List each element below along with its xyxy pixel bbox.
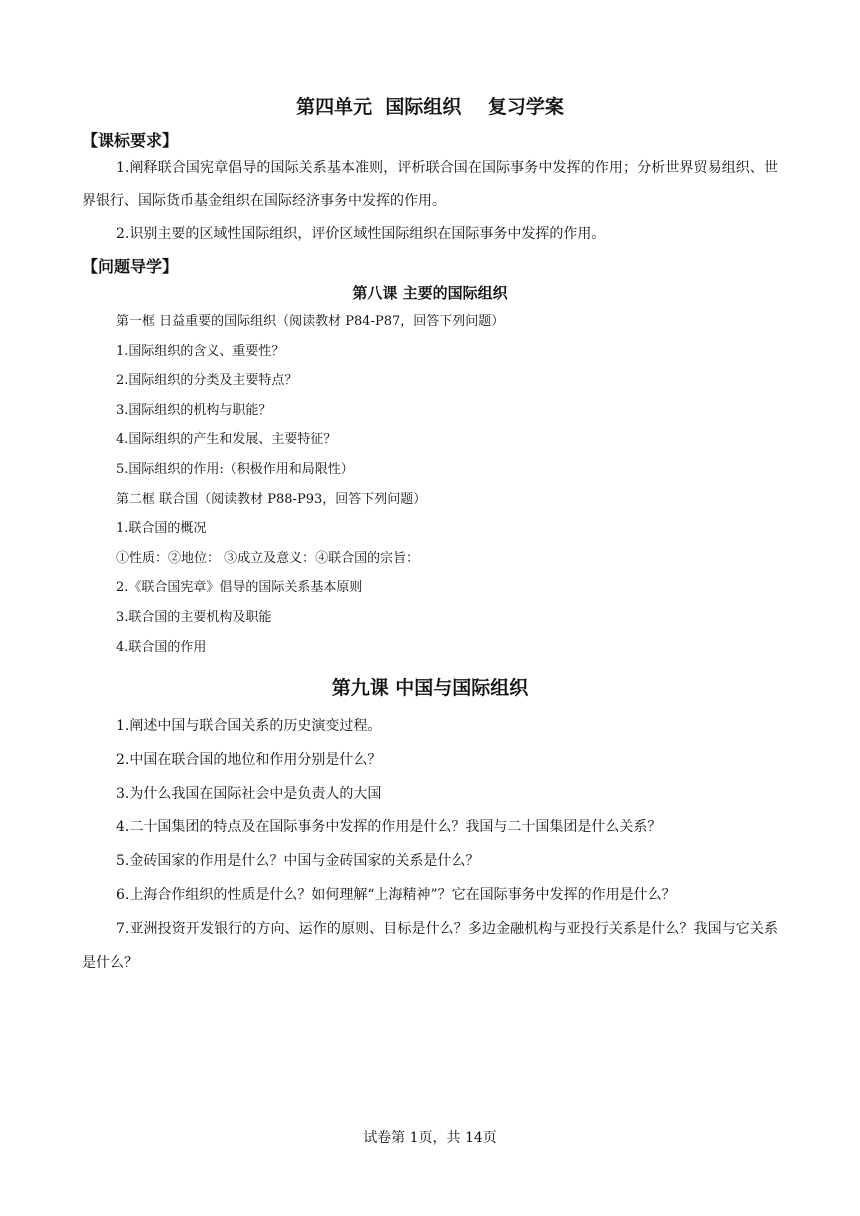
lesson-9-list [82,710,778,980]
list-item: 5.国际组织的作用:（积极作用和局限性） [116,461,354,477]
list-item: 6.上海合作组织的性质是什么？如何理解“上海精神”？它在国际事务中发挥的作用是什么？ [116,886,676,903]
list-item: 第一框 日益重要的国际组织（阅读教材 P84-P87，回答下列问题） [116,314,505,329]
curriculum-item-2: 2.识别主要的区域性国际组织，评价区域性国际组织在国际事务中发挥的作用。 [116,226,606,242]
list-item: 1.阐述中国与联合国关系的历史演变过程。 [116,718,382,734]
lesson-8-list [116,307,504,662]
guide-heading: 【问题导学】 [82,257,179,276]
list-item: 3.国际组织的机构与职能？ [116,402,272,418]
list-item: 2.国际组织的分类及主要特点？ [116,373,298,389]
list-item: 4.二十国集团的特点及在国际事务中发挥的作用是什么？我国与二十国集团是什么关系？ [116,819,662,836]
page-footer: 试卷第 1页，共 14页 [363,1130,497,1146]
list-item: 2.中国在联合国的地位和作用分别是什么？ [116,751,382,768]
list-item: 1.联合国的概况 [116,521,207,537]
list-item: 1.国际组织的含义、重要性？ [116,343,285,359]
document-title: 第四单元 国际组织 复习学案 [296,96,564,118]
list-item: 3.联合国的主要机构及职能 [116,609,272,625]
list-item: 7.亚洲投资开发银行的方向、运作的原则、目标是什么？多边金融机构与亚投行关系是什么？我国与它关系是什么？ [82,920,778,971]
list-item: ①性质：②地位： ③成立及意义：④联合国的宗旨： [116,550,420,566]
curriculum-item-1: 1.阐释联合国宪章倡导的国际关系基本准则，评析联合国在国际事务中发挥的作用；分析世界贸易组织、世界银行、国际货币基金组织在国际经济事务中发挥的作用。 [82,160,778,209]
list-item: 3.为什么我国在国际社会中是负责人的大国 [116,785,382,802]
list-item: 4.国际组织的产生和发展、主要特征？ [116,432,337,448]
list-item: 第二框 联合国（阅读教材 P88-P93，回答下列问题） [116,491,427,507]
list-item: 2.《联合国宪章》倡导的国际关系基本原则 [116,580,363,596]
list-item: 4.联合国的作用 [116,639,207,655]
list-item: 5.金砖国家的作用是什么？中国与金砖国家的关系是什么？ [116,853,480,870]
lesson-9-title: 第九课 中国与国际组织 [331,677,529,699]
lesson-8-title: 第八课 主要的国际组织 [352,284,508,302]
curriculum-heading: 【课标要求】 [82,131,179,150]
